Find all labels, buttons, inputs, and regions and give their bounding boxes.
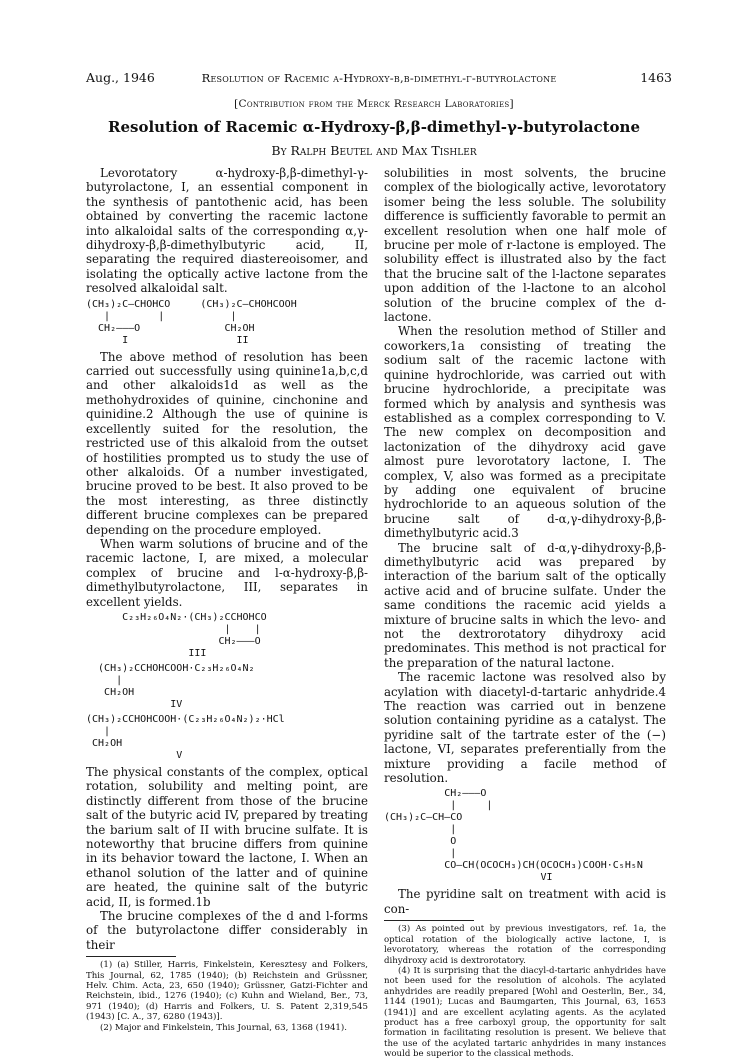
right-column xyxy=(384,166,666,1060)
paragraph: The racemic lactone was resolved also by acylation with diacetyl-d-tartaric anhydride.4 The reaction was carried out in benzene solution containing pyridine as a catalyst. The pyridine salt of the tartrate ester of the (−) lactone, VI, separates preferentially from the mixture providing a facile method of resolution. xyxy=(384,670,666,786)
footnote: (4) It is surprising that the diacyl-d-tartaric anhydrides have not been used for the resolution of alcohols. The acylated anhydrides are readily prepared [Wohl and Oesterlin, Ber., 34, 1144 (1901); Lucas and Baumgarten, This Journal, 63, 1653 (1941)] and are excellent acylating agents. As the acylated product has a free carboxyl group, the opportunity for salt formation in facilitating resolution is present. We believe that the use of the acylated tartaric anhydrides in many instances would be superior to the classical methods. xyxy=(384,965,666,1060)
paragraph: The above method of resolution has been carried out successfully using quinine1a,b,c,d and other alkaloids1d as well as the methohydroxides of quinine, cinchonine and quinidine.2 Although the use of quinine is excellently suited for the resolution, the restricted use of this alkaloid from the outset of hostilities prompted us to study the use of other alkaloids. Of a number investigated, brucine proved to be best. It also proved to be the most interesting, as three distinctly different brucine complexes can be prepared depending on the procedure employed. xyxy=(86,349,368,537)
footnote: (3) As pointed out by previous investigators, ref. 1a, the optical rotation of the biologically active lactone, I, is levorotatory, whereas the rotation of the corresponding dihydroxy acid is dextrorotatory. xyxy=(384,924,666,966)
paragraph: When the resolution method of Stiller and coworkers,1a consisting of treating the sodium salt of the racemic lactone with quinine hydrochloride, was carried out with brucine hydrochloride, a precipitate was formed which by analysis and synthesis was established as a complex corresponding to V. The new complex on decomposition and lactonization of the dihydroxy acid gave almost pure levorotatory lactone, I. The complex, V, also was formed as a precipitate by adding one equivalent of brucine hydrochloride to an aqueous solution of the brucine salt of d-α,γ-dihydroxy-β,β-dimethylbutyric acid.3 xyxy=(384,324,666,541)
footnote: (1) (a) Stiller, Harris, Finkelstein, Keresztesy and Folkers, This Journal, 62, 1785 (1940); (b) Reichstein and Grüssner, Helv. Chim. Acta, 23, 650 (1940); Grüssner, Gatzi-Fichter and Reichstein, ibid., 1276 (1940); (c) Kuhn and Wieland, Ber., 73, 971 (1940); (d) Harris and Folkers, U. S. Patent 2,319,545 (1943) [C. A., 37, 6280 (1943)]. xyxy=(86,960,368,1023)
structural-formula-iii: C₂₃H₂₆O₄N₂·(CH₃)₂CCHOHCO | | CH₂———O III xyxy=(122,611,267,659)
running-title: Resolution of Racemic α-Hydroxy-β,β-dimethyl-γ-butyrolactone xyxy=(201,71,557,85)
paragraph: The brucine salt of d-α,γ-dihydroxy-β,β-dimethylbutyric acid was prepared by interaction of the barium salt of the optically active acid and of brucine sulfate. Under the same conditions the racemic acid yields a mixture of brucine salts in which the levo- and not the dextrorotatory dihydroxy acid predominates. This method is not practical for the preparation of the natural lactone. xyxy=(384,540,666,670)
issue-date: Aug., 1946 xyxy=(86,70,155,85)
page-number: 1463 xyxy=(640,70,672,85)
paragraph: The physical constants of the complex, optical rotation, solubility and melting point, are distinctly different from those of the brucine salt of the butyric acid IV, prepared by treating the barium salt of II with brucine sulfate. It is noteworthy that brucine differs from quinine in its behavior toward the lactone, I. When an ethanol solution of the latter and of quinine are heated, the quinine salt of the butyric acid, II, is formed.1b xyxy=(86,764,368,909)
footnote: (2) Major and Finkelstein, This Journal, 63, 1368 (1941). xyxy=(100,1022,347,1033)
structural-formula-iv: (CH₃)₂CCHOHCOOH·C₂₃H₂₆O₄N₂ | CH₂OH IV xyxy=(98,662,255,710)
paragraph: When warm solutions of brucine and of the racemic lactone, I, are mixed, a molecular complex of brucine and l-α-hydroxy-β,β-dimethylbutyrolactone, III, separates in excellent yields. xyxy=(86,536,368,609)
left-column xyxy=(86,166,368,1033)
article-title: Resolution of Racemic α-Hydroxy-β,β-dimethyl-γ-butyrolactone xyxy=(107,118,641,136)
contribution-line: [Contribution from the Merck Research Laboratories] xyxy=(234,98,514,110)
paragraph: Levorotatory α-hydroxy-β,β-dimethyl-γ-butyrolactone, I, an essential component in the synthesis of pantothenic acid, has been obtained by converting the racemic lactone into alkaloidal salts of the corresponding α,γ-dihydroxy-β,β-dimethylbutyric acid, II, separating the required diastereoisomer, and isolating the optically active lactone from the resolved alkaloidal salt. xyxy=(86,166,368,296)
paragraph: The pyridine salt on treatment with acid is con- xyxy=(384,887,666,916)
structural-formula-vi: CH₂———O | | (CH₃)₂C—CH—CO | O | CO—CH(OCOCH₃)CH(OCOCH₃)COOH·C₅H₅N VI xyxy=(384,788,643,884)
paragraph: solubilities in most solvents, the brucine complex of the biologically active, levorotatory isomer being the less soluble. The solubility difference is sufficiently favorable to permit an excellent resolution when one half mole of brucine per mole of r-lactone is employed. The solubility effect is illustrated also by the fact that the brucine salt of the l-lactone separates upon addition of the l-lactone to an alcohol solution of the brucine complex of the d-lactone. xyxy=(384,166,666,325)
paragraph: The brucine complexes of the d and l-forms of the butyrolactone differ considerably in their xyxy=(86,909,368,952)
structural-formula-i-ii: (CH₃)₂C—CHOHCO (CH₃)₂C—CHOHCOOH | | | CH₂———O CH₂OH I II xyxy=(86,298,297,346)
structural-formula-v: (CH₃)₂CCHOHCOOH·(C₂₃H₂₆O₄N₂)₂·HCl | CH₂OH V xyxy=(86,713,285,761)
running-head xyxy=(86,70,672,86)
footnote-divider xyxy=(86,956,176,957)
footnote-divider xyxy=(384,920,474,921)
article-authors: By Ralph Beutel and Max Tishler xyxy=(271,143,477,158)
